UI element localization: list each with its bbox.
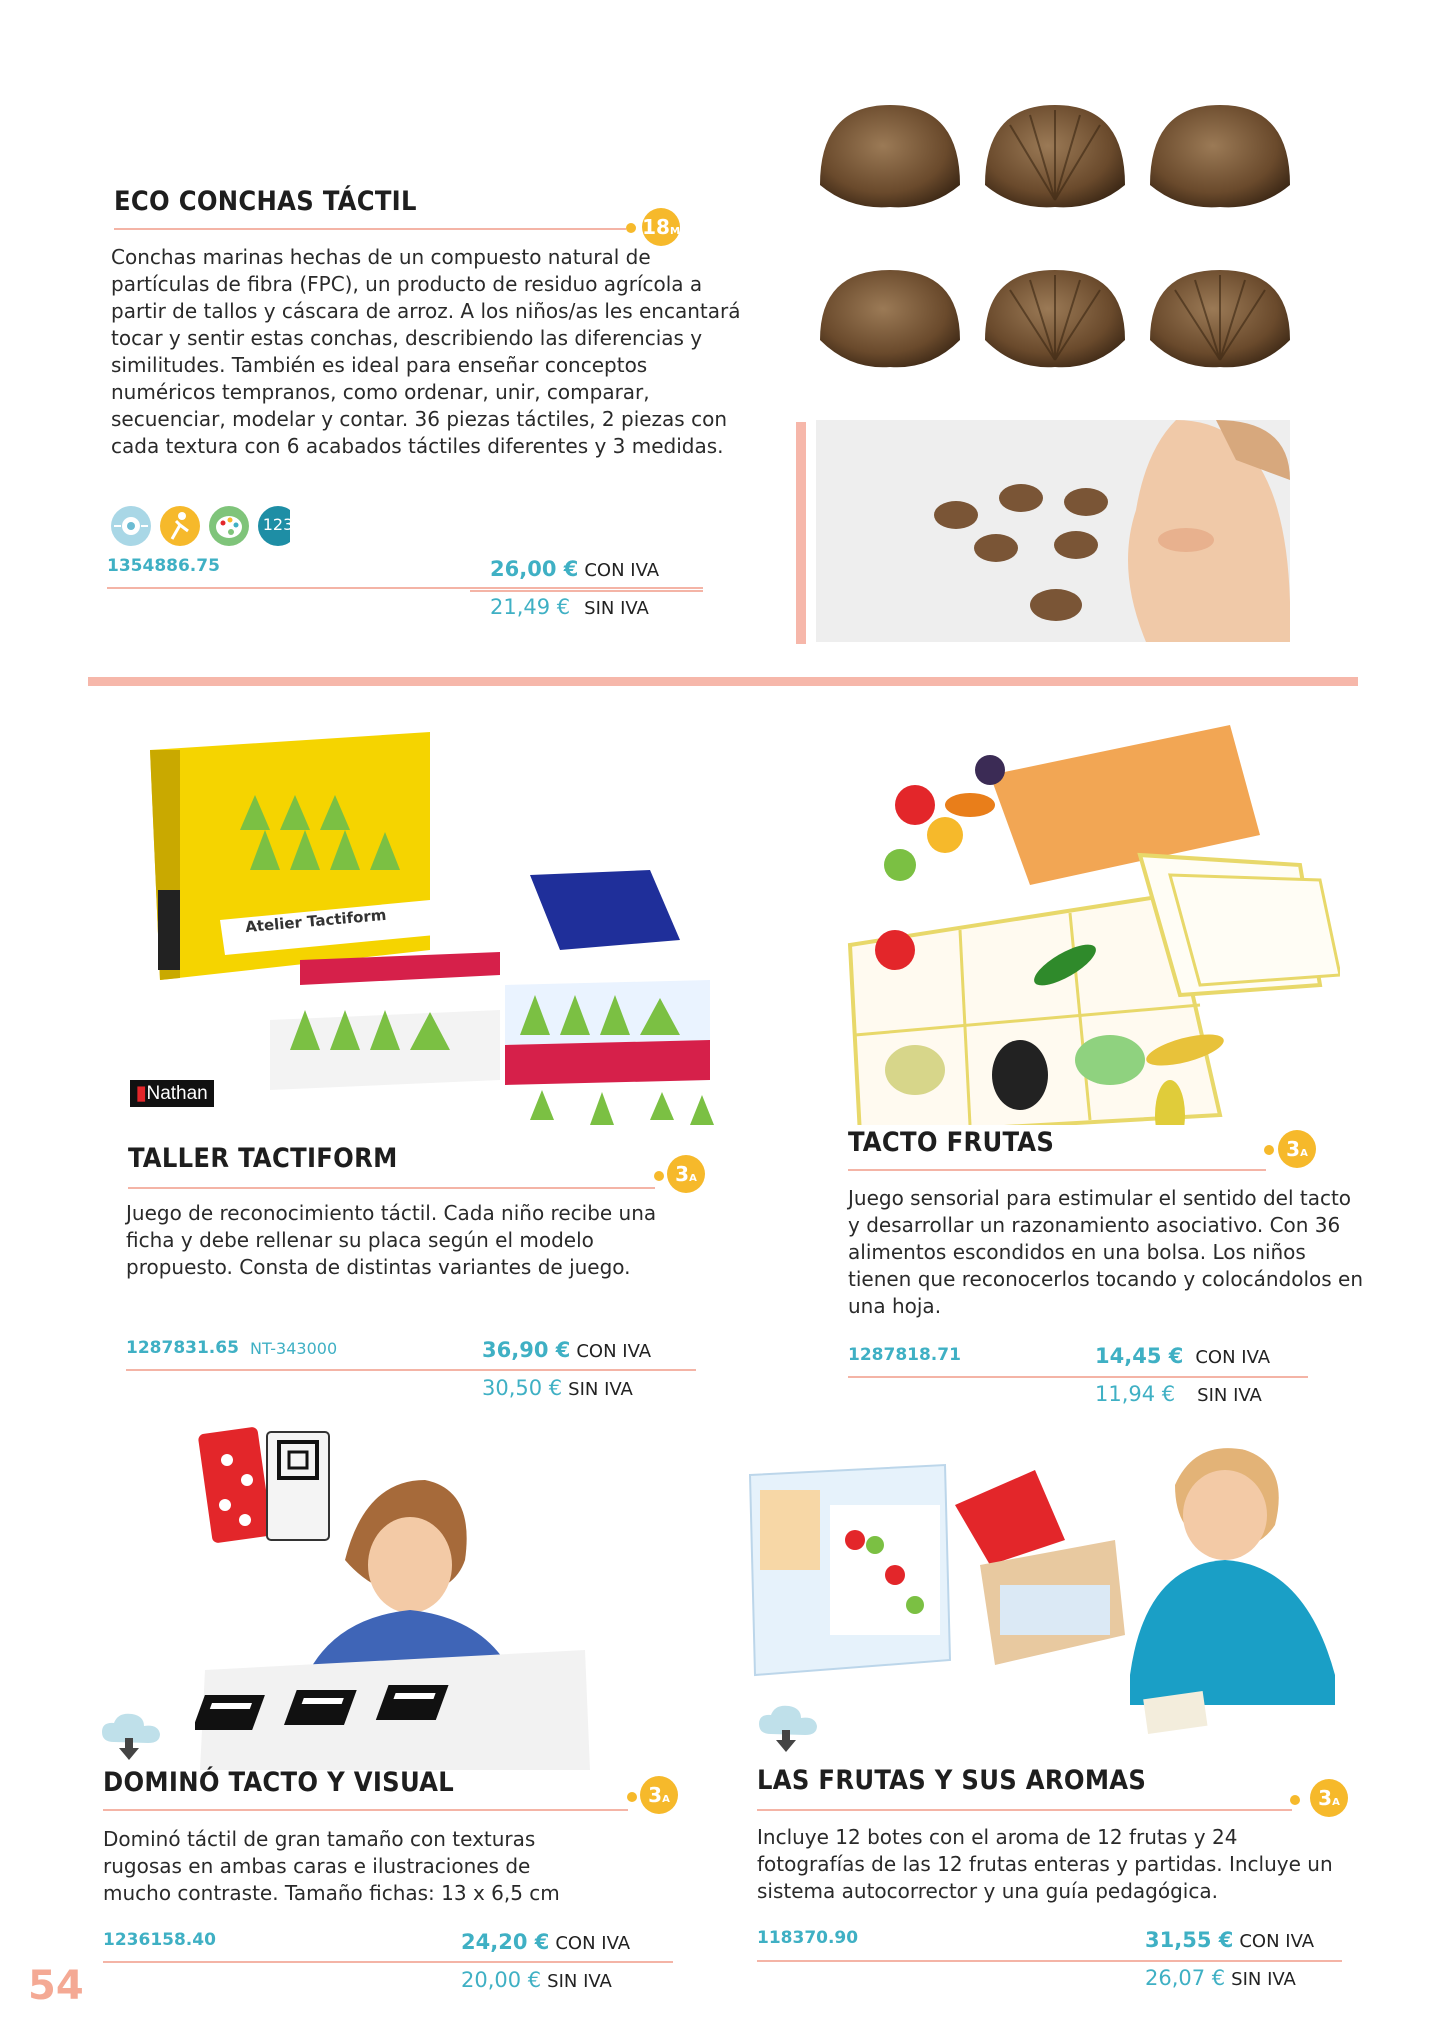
price-value: 24,20 € bbox=[461, 1930, 550, 1954]
product-code: 1287818.71 bbox=[848, 1345, 961, 1365]
title-rule bbox=[757, 1809, 1292, 1811]
download-cloud-icon[interactable] bbox=[755, 1702, 821, 1758]
price-value: 26,07 € bbox=[1145, 1966, 1226, 1990]
price-value: 14,45 € bbox=[1095, 1344, 1184, 1368]
palette-icon bbox=[209, 506, 249, 546]
price-sin-iva bbox=[490, 595, 649, 619]
title-rule bbox=[128, 1187, 655, 1189]
price-rule bbox=[103, 1961, 673, 1963]
age-badge-dot bbox=[626, 223, 636, 233]
price-con-iva bbox=[1095, 1344, 1270, 1368]
age-badge-dot bbox=[627, 1792, 637, 1802]
price-rule bbox=[848, 1376, 1308, 1378]
title-rule bbox=[103, 1809, 628, 1811]
numbers-icon-text: 123 bbox=[262, 515, 294, 534]
product-code: 1354886.75 bbox=[107, 556, 220, 576]
price-con-iva bbox=[482, 1338, 651, 1362]
age-badge-dot bbox=[1290, 1795, 1300, 1805]
price-sin-iva bbox=[1145, 1966, 1296, 1990]
age-badge: 3A bbox=[1310, 1779, 1348, 1817]
product-title-tacto-frutas: TACTO FRUTAS bbox=[848, 1127, 1055, 1158]
product-description: Juego de reconocimiento táctil. Cada niño recibe una ficha y debe rellenar su placa según el modelo propuesto. Consta de distintas variantes de juego. bbox=[126, 1201, 657, 1279]
price-rule-2 bbox=[470, 590, 703, 592]
domino-photo bbox=[195, 1420, 595, 1770]
price-value: 20,00 € bbox=[461, 1968, 542, 1992]
product-code: 1287831.65 bbox=[126, 1338, 239, 1358]
product-title-domino: DOMINÓ TACTO Y VISUAL bbox=[103, 1767, 455, 1798]
tax-label: SIN IVA bbox=[547, 1971, 612, 1992]
tax-label: CON IVA bbox=[584, 560, 660, 581]
product-title-taller-tactiform: TALLER TACTIFORM bbox=[128, 1143, 398, 1174]
price-value: 21,49 € bbox=[490, 595, 571, 619]
age-badge: 18M bbox=[642, 208, 680, 246]
motor-icon bbox=[160, 506, 200, 546]
frutas-aromas-photo bbox=[745, 1445, 1340, 1750]
section-separator bbox=[88, 677, 1358, 686]
tax-label: SIN IVA bbox=[1197, 1385, 1262, 1406]
age-badge: 3A bbox=[640, 1776, 678, 1814]
title-rule bbox=[114, 228, 626, 230]
product-reference: NT-343000 bbox=[250, 1339, 338, 1358]
product-code: 1236158.40 bbox=[103, 1930, 216, 1950]
tax-label: CON IVA bbox=[576, 1341, 652, 1362]
product-description: Conchas marinas hechas de un compuesto natural de partículas de fibra (FPC), un producto de residuo agrícola a partir de tallos y cáscara de arroz. A los niños/as les encantará tocar y sentir estas conchas, describiendo las diferencias y similitudes. También es ideal para enseñar conceptos numéricos tempranos, como ordenar, unir, comparar, secuenciar, modelar y contar. 36 piezas táctiles, 2 piezas con cada textura con 6 acabados táctiles diferentes y 3 medidas. bbox=[111, 245, 741, 458]
price-rule bbox=[126, 1369, 696, 1371]
tactiform-photo bbox=[130, 720, 790, 1140]
price-value: 26,00 € bbox=[490, 557, 579, 581]
tax-label: SIN IVA bbox=[584, 598, 649, 619]
page-number: 54 bbox=[28, 1963, 84, 2009]
age-badge: 3A bbox=[667, 1155, 705, 1193]
price-sin-iva bbox=[461, 1968, 612, 1992]
product-description: Juego sensorial para estimular el sentido del tacto y desarrollar un razonamiento asociativo. Con 36 alimentos escondidos en una bolsa. Los niños tienen que reconocerlos tocando y colocándolos en una hoja. bbox=[848, 1186, 1363, 1318]
price-value: 11,94 € bbox=[1095, 1382, 1176, 1406]
tacto-frutas-photo bbox=[840, 715, 1340, 1125]
nathan-logo: ▮Nathan bbox=[130, 1080, 214, 1107]
product-code: 118370.90 bbox=[757, 1928, 859, 1948]
category-icons bbox=[110, 505, 294, 547]
download-cloud-icon[interactable] bbox=[98, 1710, 164, 1766]
price-rule bbox=[107, 587, 703, 589]
product-title-frutas-aromas: LAS FRUTAS Y SUS AROMAS bbox=[757, 1765, 1147, 1796]
age-badge-dot bbox=[1264, 1145, 1274, 1155]
price-sin-iva bbox=[482, 1376, 633, 1400]
shells-photo bbox=[800, 95, 1300, 405]
product-title-eco-conchas: ECO CONCHAS TÁCTIL bbox=[114, 186, 417, 217]
product-description: Incluye 12 botes con el aroma de 12 frutas y 24 fotografías de las 12 frutas enteras y partidas. Incluye un sistema autocorrector y una guía pedagógica. bbox=[757, 1825, 1333, 1903]
tax-label: CON IVA bbox=[555, 1933, 631, 1954]
tax-label: SIN IVA bbox=[568, 1379, 633, 1400]
price-rule bbox=[757, 1960, 1342, 1962]
title-rule bbox=[848, 1169, 1266, 1171]
age-badge-dot bbox=[654, 1171, 664, 1181]
price-con-iva bbox=[490, 557, 659, 581]
image-accent-bar bbox=[796, 422, 806, 644]
price-sin-iva bbox=[1095, 1382, 1262, 1406]
age-badge: 3A bbox=[1278, 1130, 1316, 1168]
box-label: Atelier Tactiform bbox=[244, 905, 388, 937]
price-value: 36,90 € bbox=[482, 1338, 571, 1362]
price-value: 31,55 € bbox=[1145, 1928, 1234, 1952]
price-con-iva bbox=[1145, 1928, 1314, 1952]
sensory-icon bbox=[111, 506, 151, 546]
product-description: Dominó táctil de gran tamaño con texturas rugosas en ambas caras e ilustraciones de mucho contraste. Tamaño fichas: 13 x 6,5 cm bbox=[103, 1827, 560, 1905]
tax-label: CON IVA bbox=[1239, 1931, 1315, 1952]
price-value: 30,50 € bbox=[482, 1376, 563, 1400]
tax-label: CON IVA bbox=[1195, 1347, 1271, 1368]
child-with-shells-photo bbox=[816, 420, 1290, 642]
price-con-iva bbox=[461, 1930, 630, 1954]
tax-label: SIN IVA bbox=[1231, 1969, 1296, 1990]
